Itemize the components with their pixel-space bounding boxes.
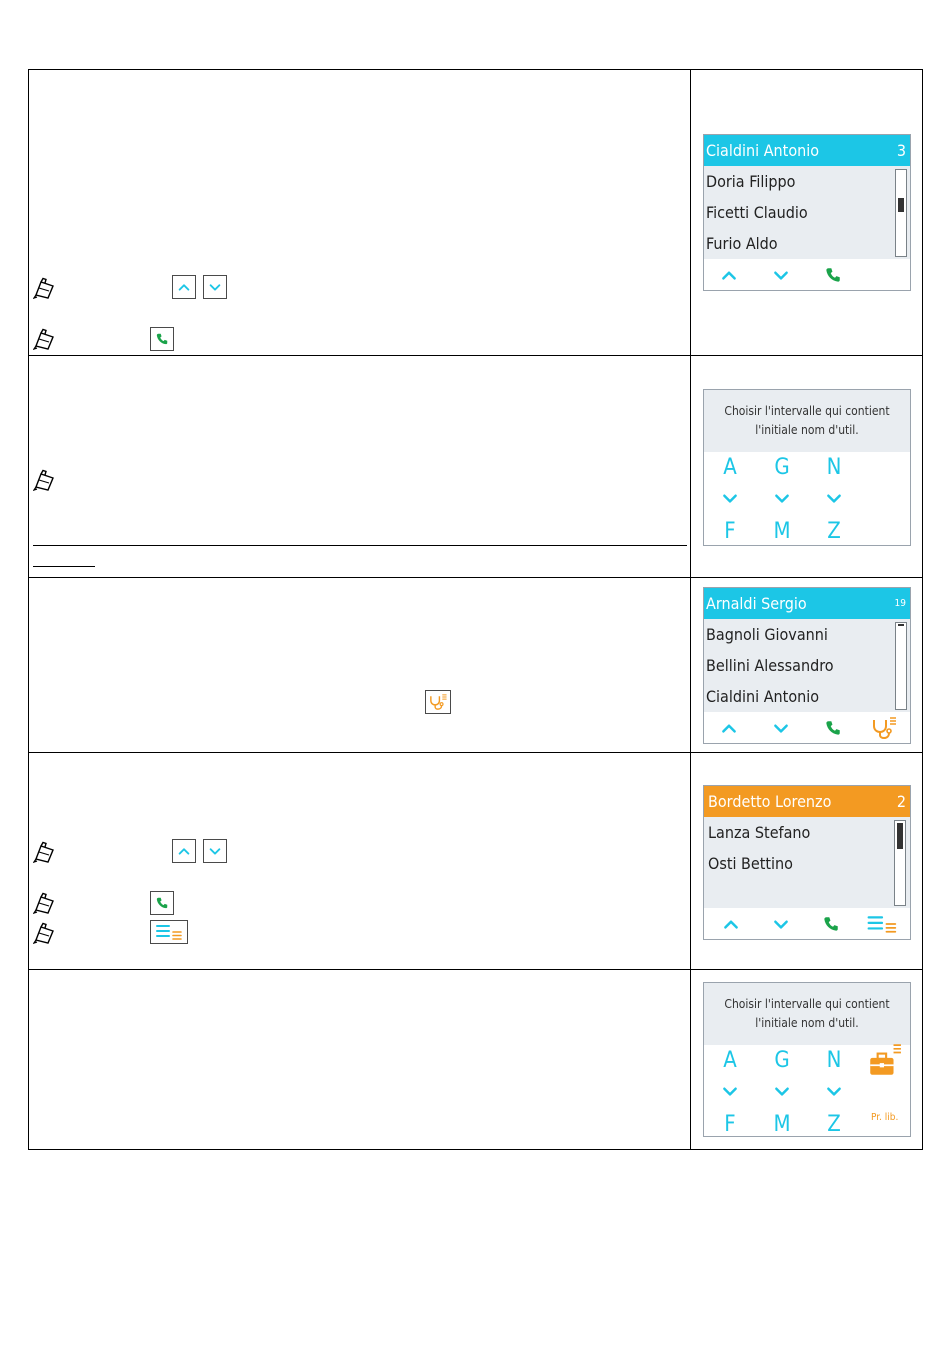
description-cell [29, 70, 691, 355]
description-cell [29, 356, 691, 577]
description-cell [29, 578, 691, 752]
range-from-letter[interactable]: N [826, 1048, 842, 1073]
up-key-icon [172, 839, 196, 863]
range-selector [704, 452, 910, 545]
phone-screen-range [703, 389, 911, 546]
prompt-line: l'initiale nom d'util. [755, 1016, 859, 1030]
softkey-call[interactable] [820, 259, 846, 290]
up-key-icon [172, 275, 196, 299]
list-item[interactable]: Doria Filippo [706, 172, 796, 191]
scrollbar[interactable] [895, 622, 907, 710]
table-row [29, 70, 922, 356]
divider-line-short [33, 566, 95, 567]
chevron-down-icon [208, 280, 222, 294]
description-cell [29, 753, 691, 969]
header-name: Cialdini Antonio [706, 141, 820, 160]
softkey-down[interactable] [768, 712, 794, 743]
softkey-up[interactable] [718, 908, 744, 939]
range-from-letter[interactable]: N [826, 455, 842, 480]
note-pencil-icon [33, 328, 57, 350]
chevron-down-icon [715, 1081, 745, 1101]
document-table [28, 69, 923, 1150]
list-item[interactable]: Furio Aldo [706, 234, 778, 253]
softkey-down[interactable] [768, 908, 794, 939]
chevron-up-icon [722, 915, 740, 933]
description-cell [29, 970, 691, 1149]
softkey-bar [704, 712, 910, 743]
note-pencil-icon [33, 892, 57, 914]
phone-handset-icon [822, 915, 840, 933]
range-to-letter[interactable]: F [724, 1112, 736, 1137]
note-pencil-icon [33, 922, 57, 944]
briefcase-menu-icon[interactable] [866, 1043, 902, 1079]
softkey-call[interactable] [820, 712, 846, 743]
phone-handset-icon [155, 896, 169, 910]
scrollbar[interactable] [895, 169, 907, 257]
list-body [704, 166, 910, 260]
note-pencil-icon [33, 277, 57, 299]
list-item[interactable]: Osti Bettino [708, 854, 793, 873]
chevron-down-icon [772, 915, 790, 933]
softkey-call[interactable] [818, 908, 844, 939]
phone-handset-icon [824, 719, 842, 737]
call-key-icon [150, 327, 174, 351]
chevron-down-icon [767, 1081, 797, 1101]
screenshot-cell [691, 578, 922, 752]
chevron-up-icon [720, 719, 738, 737]
range-to-letter[interactable]: M [773, 519, 791, 544]
stethoscope-menu-icon [870, 716, 898, 740]
range-to-letter[interactable]: Z [827, 519, 841, 544]
range-selector [704, 1045, 910, 1136]
scroll-thumb[interactable] [897, 823, 903, 849]
list-body [704, 817, 910, 909]
chevron-down-icon [715, 488, 745, 508]
screenshot-cell [691, 753, 922, 969]
list-menu-icon [155, 923, 183, 941]
prlib-label[interactable]: Pr. lib. [871, 1112, 899, 1123]
stethoscope-menu-icon [428, 693, 448, 711]
phone-screen-list [703, 785, 911, 940]
range-to-letter[interactable]: M [773, 1112, 791, 1137]
chevron-down-icon [208, 844, 222, 858]
range-prompt [704, 390, 910, 452]
phone-handset-icon [824, 266, 842, 284]
softkey-stethoscope[interactable] [868, 712, 900, 743]
list-menu-icon [866, 914, 898, 934]
header-name: Bordetto Lorenzo [708, 792, 832, 811]
list-body [704, 619, 910, 713]
list-item[interactable]: Bagnoli Giovanni [706, 625, 828, 644]
list-item[interactable]: Cialdini Antonio [706, 687, 820, 706]
table-row [29, 356, 922, 578]
stethoscope-key-icon [425, 690, 451, 714]
chevron-down-icon [772, 719, 790, 737]
screenshot-cell [691, 356, 922, 577]
prompt-line: Choisir l'intervalle qui contient [724, 997, 890, 1011]
list-menu-key-icon [150, 920, 188, 944]
table-row [29, 970, 922, 1149]
table-row [29, 578, 922, 753]
softkey-bar [704, 259, 910, 290]
chevron-up-icon [177, 280, 191, 294]
note-pencil-icon [33, 841, 57, 863]
screenshot-cell [691, 970, 922, 1149]
list-header-selected[interactable] [704, 786, 910, 817]
range-from-letter[interactable]: A [723, 455, 737, 480]
scroll-thumb[interactable] [898, 198, 904, 212]
header-count: 2 [896, 792, 906, 811]
header-name: Arnaldi Sergio [706, 594, 807, 613]
chevron-down-icon [767, 488, 797, 508]
range-to-letter[interactable]: F [724, 519, 736, 544]
down-key-icon [203, 275, 227, 299]
divider-line [33, 545, 687, 546]
scroll-thumb[interactable] [898, 624, 904, 626]
chevron-up-icon [177, 844, 191, 858]
list-item[interactable]: Bellini Alessandro [706, 656, 834, 675]
list-header-selected[interactable] [704, 135, 910, 166]
header-count: 19 [894, 598, 906, 609]
list-item[interactable]: Ficetti Claudio [706, 203, 808, 222]
range-prompt [704, 983, 910, 1045]
phone-handset-icon [155, 332, 169, 346]
header-count: 3 [896, 141, 906, 160]
chevron-down-icon [772, 266, 790, 284]
softkey-up[interactable] [716, 259, 742, 290]
scrollbar[interactable] [894, 820, 906, 906]
prompt-line: Choisir l'intervalle qui contient [724, 404, 890, 418]
phone-screen-list [703, 134, 911, 291]
down-key-icon [203, 839, 227, 863]
phone-screen-range [703, 982, 911, 1137]
softkey-up[interactable] [716, 712, 742, 743]
range-from-letter[interactable]: G [774, 1048, 790, 1073]
range-to-letter[interactable]: Z [827, 1112, 841, 1137]
list-header-selected[interactable] [704, 588, 910, 619]
chevron-down-icon [819, 1081, 849, 1101]
chevron-up-icon [720, 266, 738, 284]
softkey-list-menu[interactable] [864, 908, 900, 939]
chevron-down-icon [819, 488, 849, 508]
softkey-down[interactable] [768, 259, 794, 290]
list-item[interactable]: Lanza Stefano [708, 823, 811, 842]
note-pencil-icon [33, 469, 57, 491]
screenshot-cell [691, 70, 922, 355]
softkey-bar [704, 908, 910, 939]
range-from-letter[interactable]: G [774, 455, 790, 480]
table-row [29, 753, 922, 970]
prompt-line: l'initiale nom d'util. [755, 423, 859, 437]
call-key-icon [150, 891, 174, 915]
range-from-letter[interactable]: A [723, 1048, 737, 1073]
phone-screen-list [703, 587, 911, 744]
